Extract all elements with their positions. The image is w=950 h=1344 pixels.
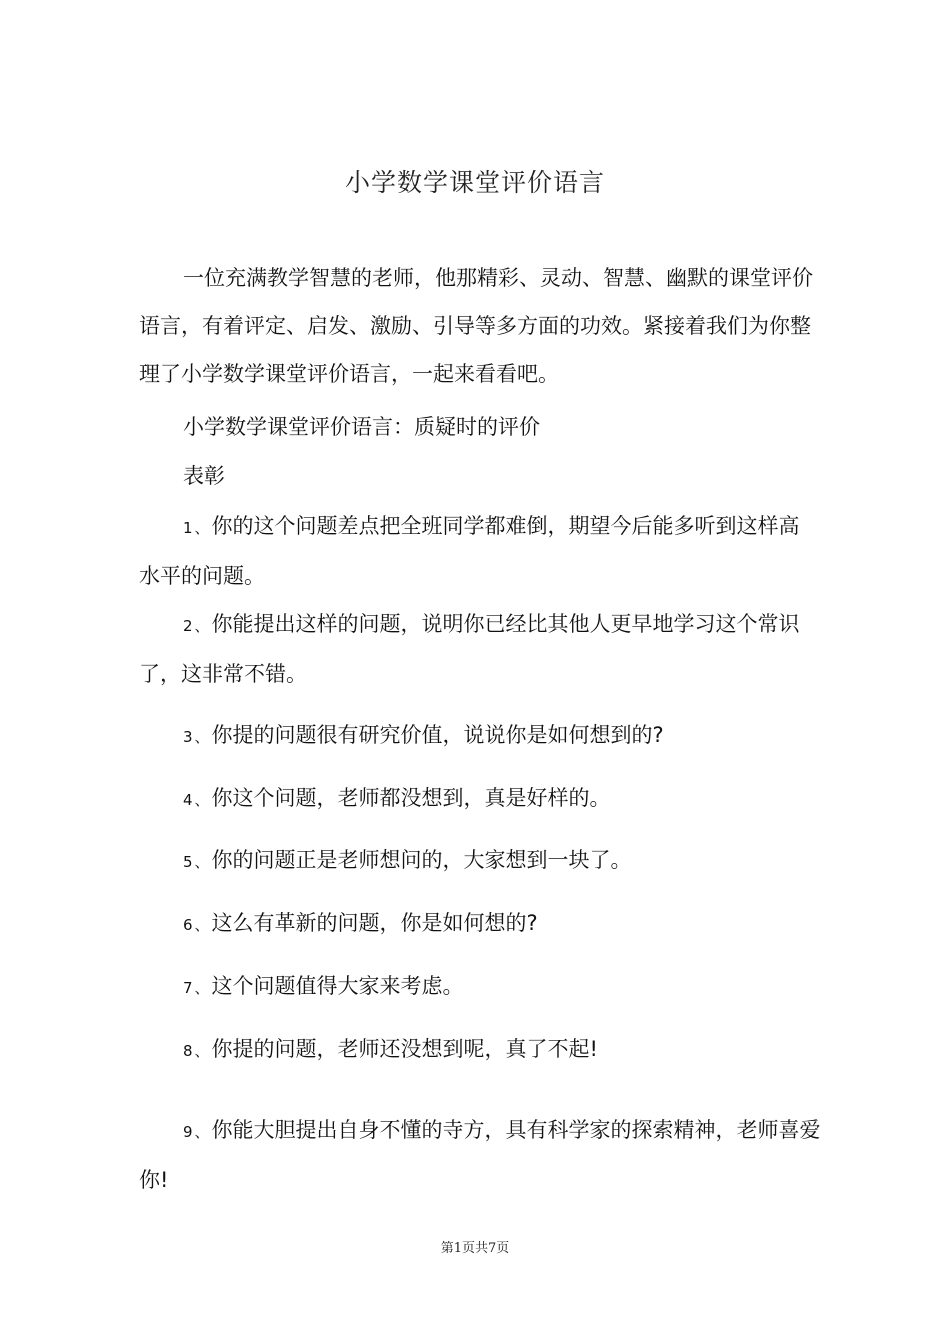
item-text: 这个问题值得大家来考虑。 bbox=[211, 974, 464, 998]
item-text: 你提的问题，老师还没想到呢，真了不起! bbox=[211, 1037, 598, 1061]
item-number: 3、 bbox=[183, 728, 212, 746]
list-item bbox=[139, 711, 819, 761]
page-title: 小学数学课堂评价语言 bbox=[344, 168, 605, 197]
item-number: 8、 bbox=[183, 1042, 212, 1060]
page-footer: 第1页共7页 bbox=[440, 1241, 510, 1256]
item-number: 7、 bbox=[183, 979, 212, 997]
item-text: 你的这个问题差点把全班同学都难倒，期望今后能多听到这样高水平的问题。 bbox=[139, 514, 800, 588]
item-number: 5、 bbox=[183, 853, 212, 871]
list-item bbox=[139, 1106, 829, 1204]
item-number: 4、 bbox=[183, 791, 212, 809]
subheading: 表彰 bbox=[183, 464, 225, 488]
list-item bbox=[139, 899, 819, 949]
item-number: 6、 bbox=[183, 916, 212, 934]
intro-paragraph: 一位充满教学智慧的老师，他那精彩、灵动、智慧、幽默的课堂评价语言，有着评定、启发、激励、引导等多方面的功效。紧接着我们为你整理了小学数学课堂评价语言，一起来看看吧。 bbox=[139, 266, 813, 386]
item-text: 你提的问题很有研究价值，说说你是如何想到的? bbox=[211, 723, 664, 747]
item-text: 你能大胆提出自身不懂的寺方，具有科学家的探索精神，老师喜爱你! bbox=[139, 1118, 821, 1192]
list-item bbox=[139, 836, 819, 886]
list-item bbox=[139, 774, 819, 824]
list-item bbox=[139, 962, 819, 1012]
item-text: 你能提出这样的问题，说明你已经比其他人更早地学习这个常识了，这非常不错。 bbox=[139, 612, 800, 686]
item-number: 1、 bbox=[183, 519, 212, 537]
section-heading: 小学数学课堂评价语言：质疑时的评价 bbox=[183, 415, 540, 439]
list-item bbox=[139, 600, 819, 698]
item-text: 这么有革新的问题，你是如何想的? bbox=[211, 911, 538, 935]
list-item bbox=[139, 1025, 819, 1075]
item-number: 2、 bbox=[183, 617, 212, 635]
item-text: 你的问题正是老师想问的，大家想到一块了。 bbox=[211, 848, 632, 872]
item-text: 你这个问题，老师都没想到，真是好样的。 bbox=[211, 786, 611, 810]
list-item bbox=[139, 502, 819, 600]
item-number: 9、 bbox=[183, 1123, 212, 1141]
